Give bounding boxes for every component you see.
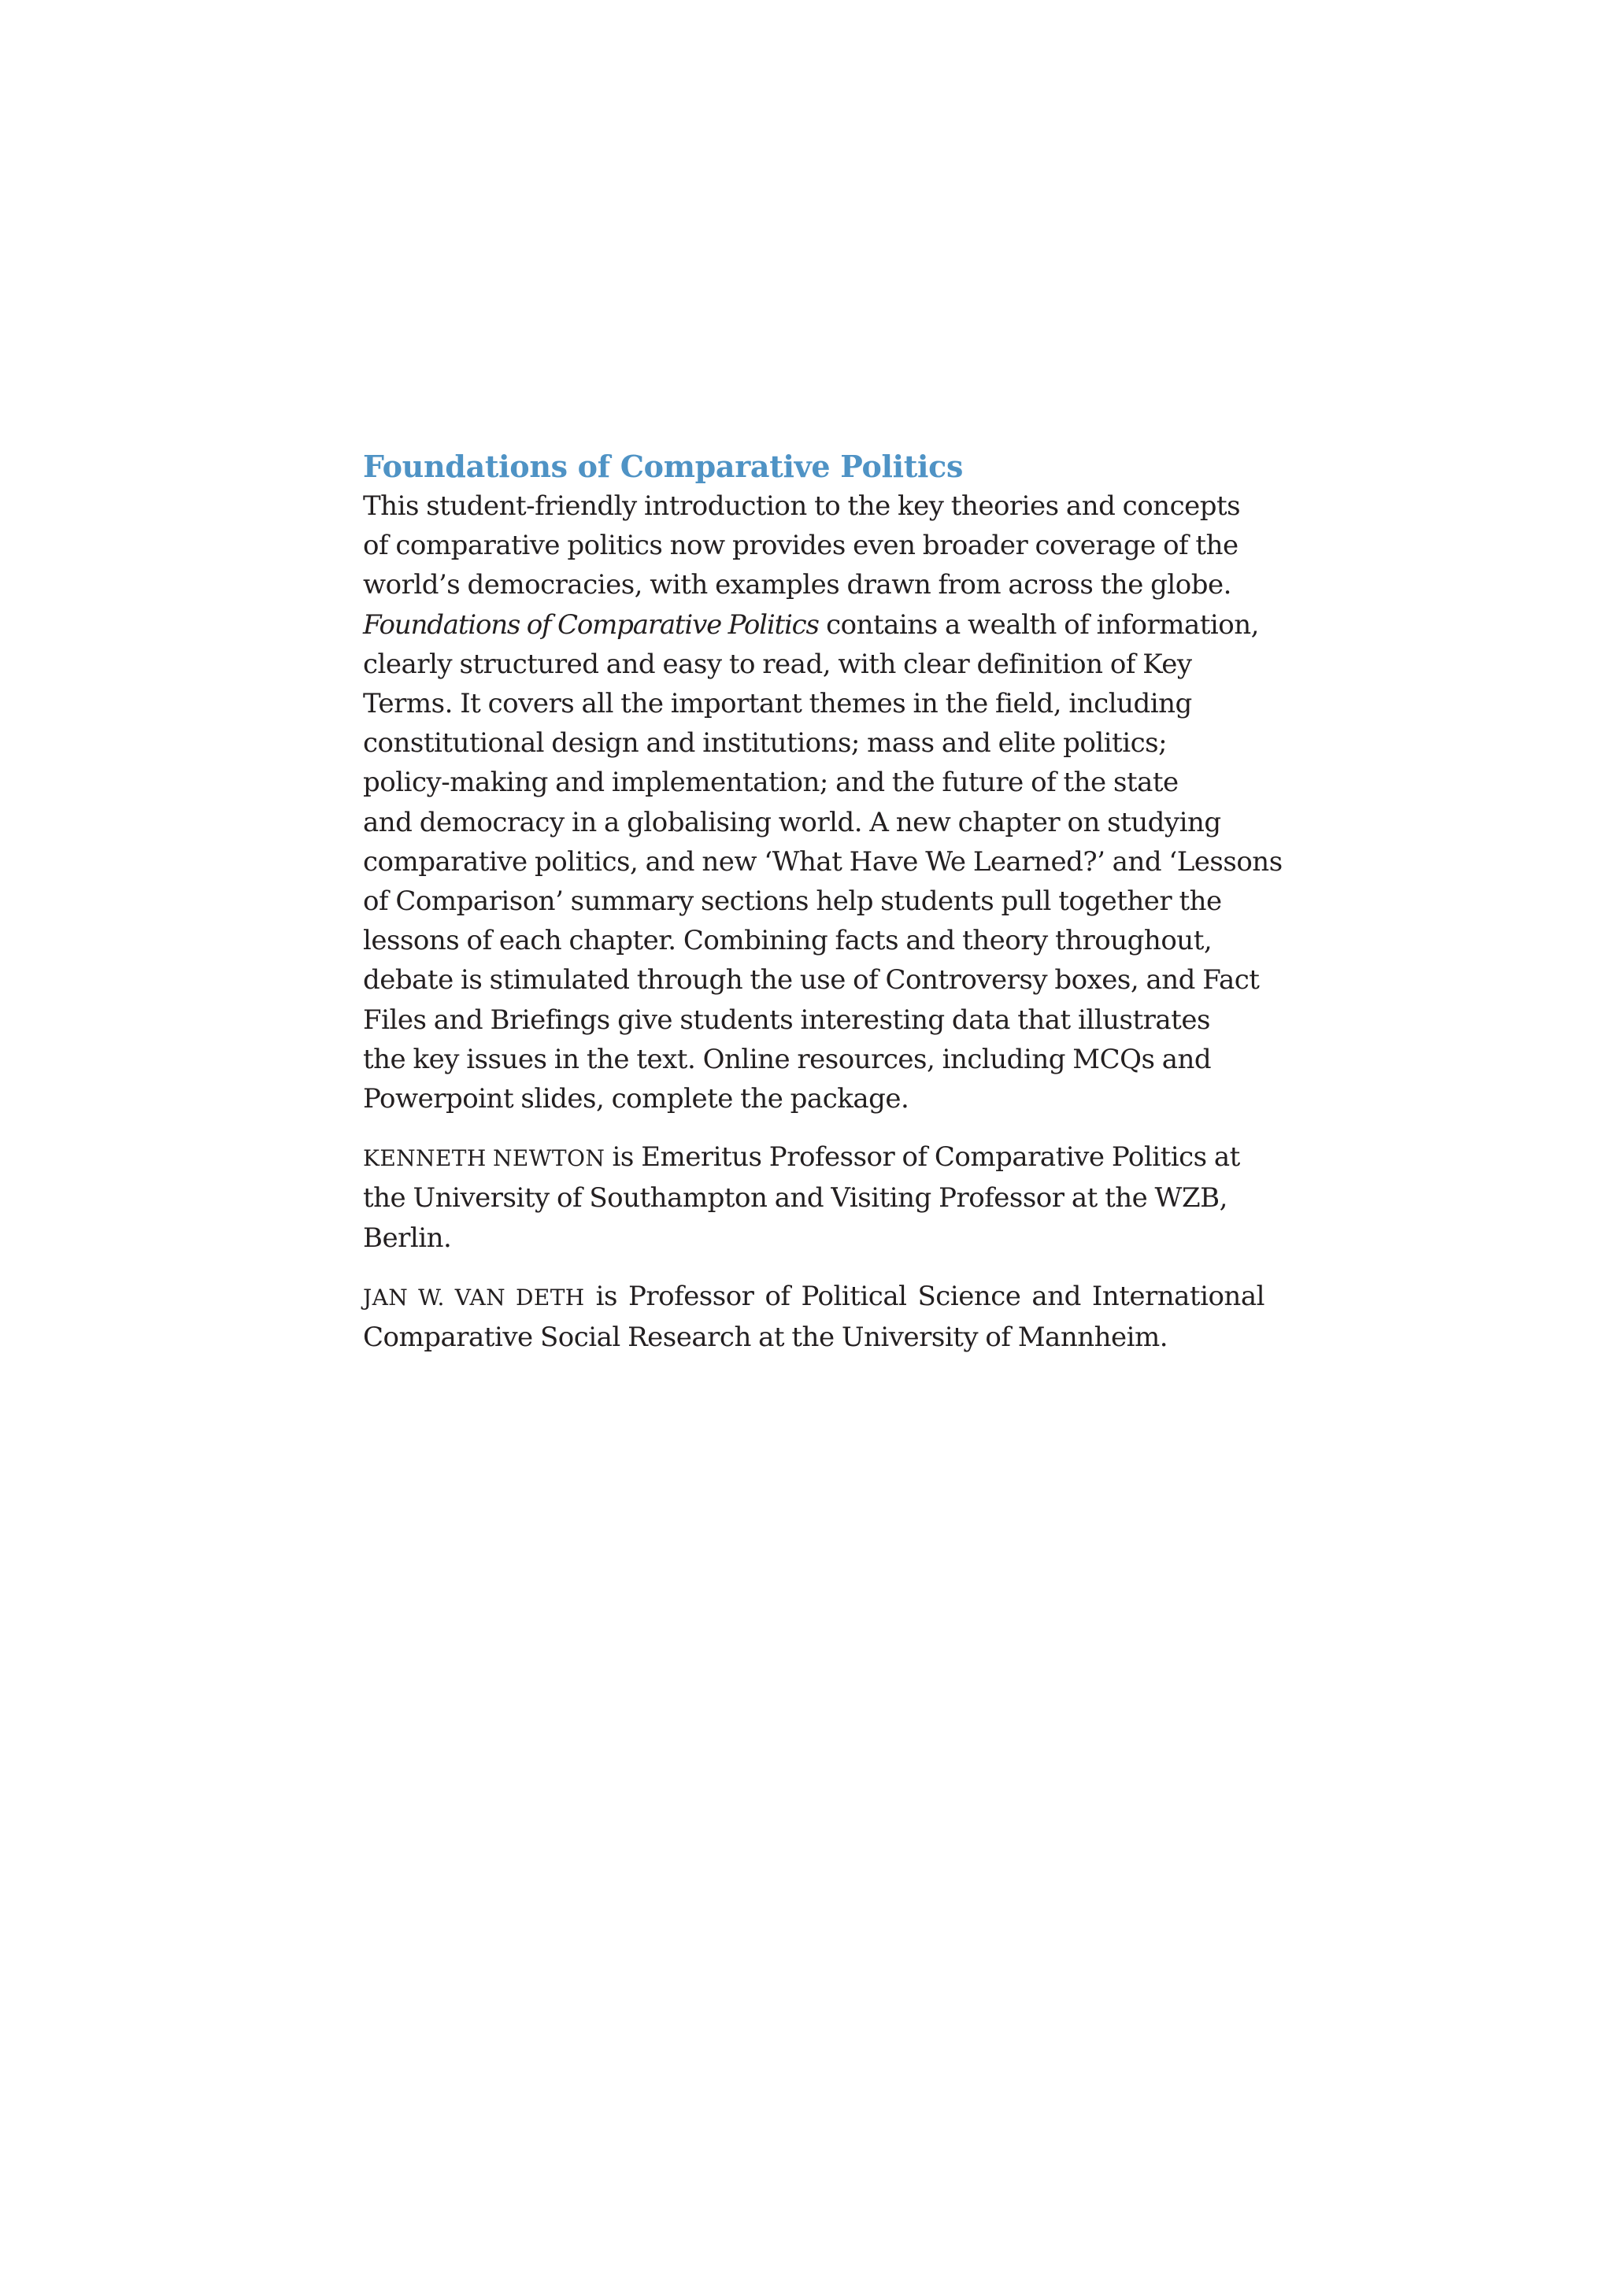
author-bio-newton: [363, 1137, 1264, 1258]
bio-line-rest: is Professor of Political Science and International: [584, 1280, 1264, 1312]
author-name: KENNETH NEWTON: [363, 1145, 605, 1172]
bio-line: Berlin.: [363, 1222, 452, 1254]
bio-line: [363, 1137, 1264, 1178]
author-name: JAN W. VAN DETH: [363, 1284, 585, 1311]
bio-line-rest: is Emeritus Professor of Comparative Politics at: [605, 1141, 1240, 1174]
book-description: [363, 486, 1283, 1118]
description-line: Files and Briefings give students interesting data that illustrates: [363, 1004, 1210, 1036]
description-line-rest: contains a wealth of information,: [818, 608, 1259, 641]
description-line: constitutional design and institutions; mass and elite politics;: [363, 727, 1168, 760]
bio-line: Comparative Social Research at the University of Mannheim.: [363, 1322, 1168, 1354]
description-line: lessons of each chapter. Combining facts and theory throughout,: [363, 925, 1213, 957]
back-cover-text: [363, 447, 1283, 1357]
description-line: of Comparison’ summary sections help students pull together the: [363, 885, 1222, 918]
description-line: world’s democracies, with examples drawn from across the globe.: [363, 569, 1231, 601]
description-line: the key issues in the text. Online resources, including MCQs and: [363, 1043, 1212, 1075]
description-line: of comparative politics now provides even broader coverage of the: [363, 530, 1238, 562]
bio-line: the University of Southampton and Visiting Professor at the WZB,: [363, 1182, 1227, 1215]
book-title-italic: Foundations of Comparative Politics: [363, 608, 819, 641]
description-line: Terms. It covers all the important themes in the field, including: [363, 688, 1192, 720]
description-line: clearly structured and easy to read, with clear definition of Key: [363, 648, 1192, 680]
description-line: [363, 605, 1264, 645]
description-line: policy-making and implementation; and the future of the state: [363, 767, 1179, 799]
description-line: debate is stimulated through the use of Controversy boxes, and Fact: [363, 964, 1260, 996]
book-title-heading: Foundations of Comparative Politics: [363, 449, 964, 484]
author-bio-van-deth: [363, 1277, 1264, 1357]
description-line: Powerpoint slides, complete the package.: [363, 1083, 909, 1115]
description-line: and democracy in a globalising world. A new chapter on studying: [363, 806, 1221, 838]
description-line: This student-friendly introduction to the key theories and concepts: [363, 490, 1241, 522]
bio-line: [363, 1277, 1264, 1318]
description-line: comparative politics, and new ‘What Have We Learned?’ and ‘Lessons: [363, 845, 1283, 878]
